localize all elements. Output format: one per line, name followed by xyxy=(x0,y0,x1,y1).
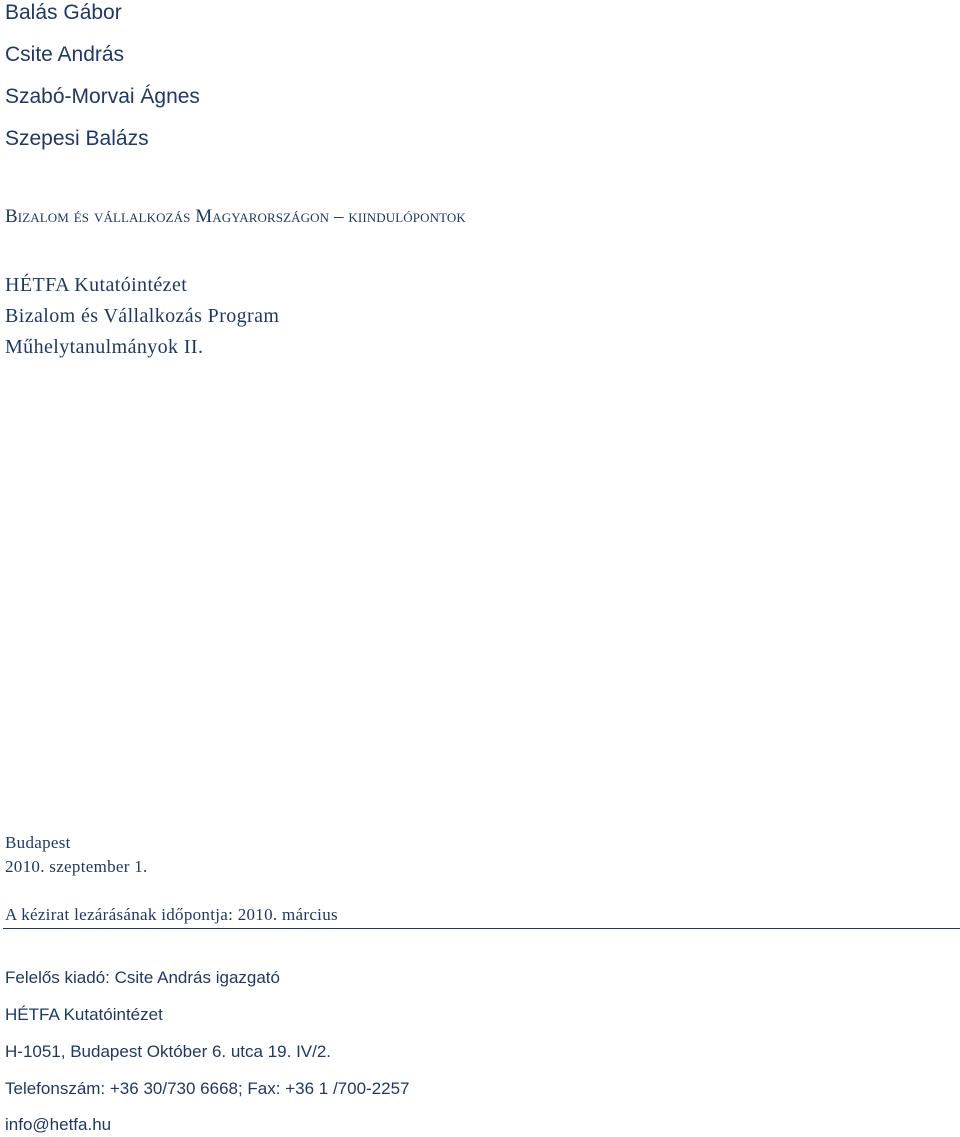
program-name: Bizalom és Vállalkozás Program xyxy=(5,305,280,327)
manuscript-closing-date: A kézirat lezárásának időpontja: 2010. március xyxy=(5,905,338,924)
imprint-contact: Telefonszám: +36 30/730 6668; Fax: +36 1 /700-2257 xyxy=(5,1079,410,1098)
author-name: Csite András xyxy=(5,43,125,66)
document-title: Bizalom és vállalkozás Magyarországon – kiindulópontok xyxy=(5,206,466,227)
publication-date: 2010. szeptember 1. xyxy=(5,857,148,876)
publication-place: Budapest xyxy=(5,833,71,852)
imprint-address: H-1051, Budapest Október 6. utca 19. IV/2. xyxy=(5,1042,332,1061)
imprint-email[interactable]: info@hetfa.hu xyxy=(5,1115,112,1134)
horizontal-divider xyxy=(3,928,960,929)
author-name: Szepesi Balázs xyxy=(5,127,149,150)
publisher-line: Felelős kiadó: Csite András igazgató xyxy=(5,968,280,987)
institution-name: HÉTFA Kutatóintézet xyxy=(5,274,188,296)
author-name: Balás Gábor xyxy=(5,1,122,24)
series-name: Műhelytanulmányok II. xyxy=(5,336,204,358)
author-name: Szabó-Morvai Ágnes xyxy=(5,85,200,108)
imprint-institute: HÉTFA Kutatóintézet xyxy=(5,1005,163,1024)
